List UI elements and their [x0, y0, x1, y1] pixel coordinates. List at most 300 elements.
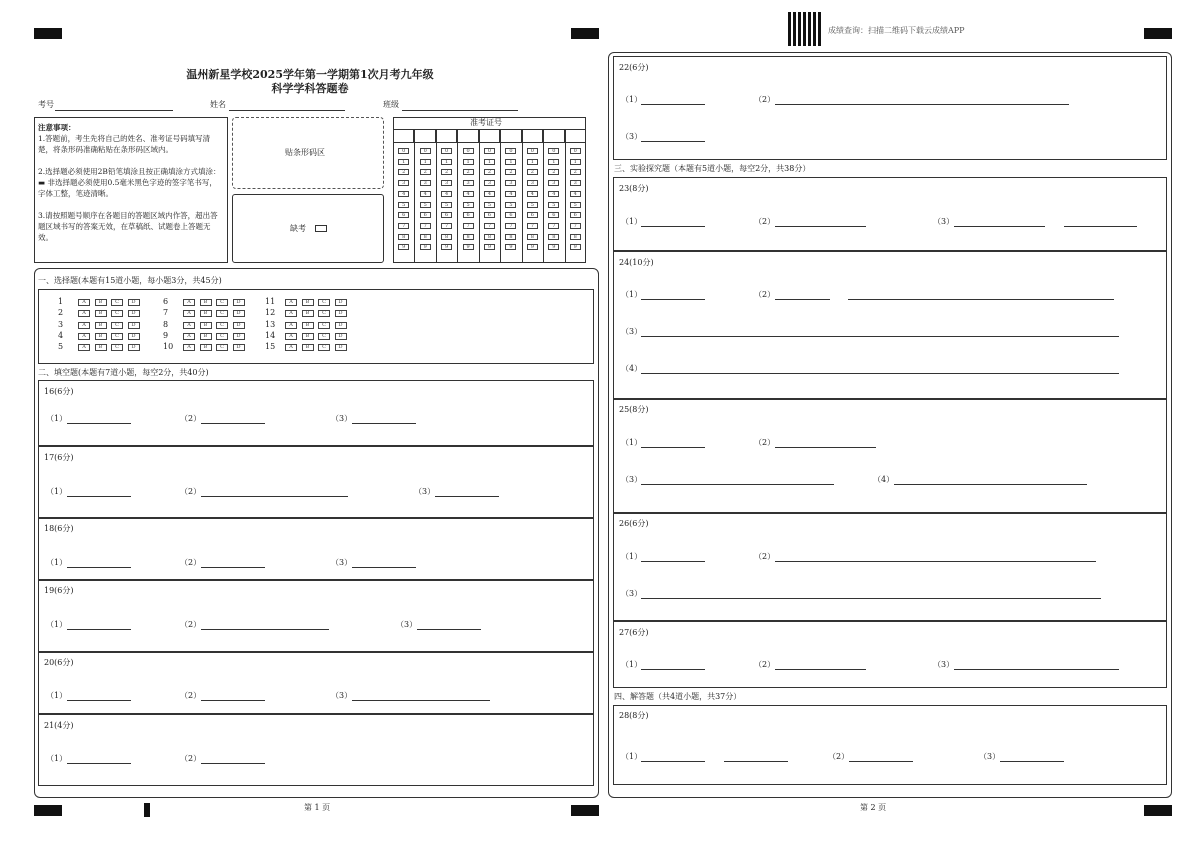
admission-column-divider: [565, 143, 566, 263]
admission-digit-bubble[interactable]: 3: [505, 180, 516, 186]
admission-digit-bubble[interactable]: 2: [570, 169, 581, 175]
mc-question-number: 15: [265, 342, 276, 352]
blank-label: （2）: [754, 438, 776, 447]
admission-digit-bubble[interactable]: 6: [548, 212, 559, 218]
mc-option-bubble[interactable]: A: [183, 299, 195, 306]
registration-mark: [34, 805, 62, 816]
absent-checkbox[interactable]: [315, 225, 327, 232]
admission-digit-bubble[interactable]: 2: [527, 169, 538, 175]
mc-option-bubble[interactable]: D: [233, 344, 245, 351]
mc-question-number: 6: [163, 297, 169, 306]
mc-question-number: 11: [265, 297, 276, 306]
blank-label: （3）: [979, 752, 1001, 761]
mc-option-bubble[interactable]: B: [200, 299, 212, 306]
admission-digit-bubble[interactable]: 1: [505, 159, 516, 165]
q17-label: 17(6分): [44, 453, 74, 462]
q19-blank-3[interactable]: [417, 629, 481, 630]
blank-label: （2）: [754, 290, 776, 299]
admission-digit-bubble[interactable]: 4: [484, 191, 495, 197]
admission-digit-bubble[interactable]: 4: [398, 191, 409, 197]
blank-label: （1）: [621, 290, 643, 299]
admission-digit-bubble[interactable]: 2: [548, 169, 559, 175]
q27-blank-1[interactable]: [641, 669, 705, 670]
mc-option-bubble[interactable]: B: [302, 310, 314, 317]
admission-digit-bubble[interactable]: 4: [463, 191, 474, 197]
admission-digit-bubble[interactable]: 8: [484, 234, 495, 240]
mc-option-bubble[interactable]: B: [200, 344, 212, 351]
admission-digit-bubble[interactable]: 0: [441, 148, 452, 154]
admission-digit-bubble[interactable]: 4: [548, 191, 559, 197]
blank-label: （3）: [331, 558, 353, 567]
admission-digit-bubble[interactable]: 4: [441, 191, 452, 197]
mc-option-bubble[interactable]: A: [285, 344, 297, 351]
q19-blank-1[interactable]: [67, 629, 131, 630]
admission-digit-bubble[interactable]: 4: [527, 191, 538, 197]
q25-box: [613, 399, 1167, 513]
mc-question-number: 7: [163, 308, 169, 318]
class-field[interactable]: [402, 110, 518, 111]
blank-label: （1）: [46, 691, 68, 700]
admission-digit-bubble[interactable]: 9: [570, 244, 581, 250]
q24-box: [613, 251, 1167, 399]
mc-question-number: 12: [265, 308, 276, 318]
q25-label: 25(8分): [619, 405, 649, 414]
blank-label: （2）: [180, 558, 202, 567]
registration-mark: [144, 803, 150, 817]
admission-digit-input[interactable]: [414, 129, 435, 143]
mc-option-bubble[interactable]: B: [95, 299, 107, 306]
blank-label: （1）: [621, 438, 643, 447]
mc-option-bubble[interactable]: B: [95, 322, 107, 329]
blank-label: （3）: [621, 475, 643, 484]
q16-label: 16(6分): [44, 387, 74, 396]
admission-digit-bubble[interactable]: 8: [570, 234, 581, 240]
q20-blank-2[interactable]: [201, 700, 265, 701]
mc-option-bubble[interactable]: C: [216, 333, 228, 340]
admission-digit-bubble[interactable]: 0: [484, 148, 495, 154]
admission-digit-bubble[interactable]: 9: [420, 244, 431, 250]
q22-box: [613, 56, 1167, 160]
blank-label: （1）: [46, 487, 68, 496]
admission-digit-bubble[interactable]: 6: [527, 212, 538, 218]
section1-title: 一、选择题(本题有15道小题，每小题3分，共45分): [38, 276, 222, 285]
mc-option-bubble[interactable]: C: [216, 322, 228, 329]
mc-question-number: 4: [58, 330, 64, 340]
admission-digit-bubble[interactable]: 7: [420, 223, 431, 229]
admission-digit-bubble[interactable]: 2: [484, 169, 495, 175]
mc-option-bubble[interactable]: A: [285, 333, 297, 340]
admission-digit-input[interactable]: [479, 129, 500, 143]
admission-digit-input[interactable]: [565, 129, 586, 143]
admission-column-divider: [500, 143, 501, 263]
blank-label: （3）: [621, 589, 643, 598]
q22-blank-1[interactable]: [641, 104, 705, 105]
q25-blank-2[interactable]: [775, 447, 876, 448]
admission-digit-bubble[interactable]: 6: [484, 212, 495, 218]
absent-label: 缺考: [290, 224, 306, 233]
mc-option-bubble[interactable]: C: [111, 299, 123, 306]
q19-blank-2[interactable]: [201, 629, 329, 630]
q18-label: 18(6分): [44, 524, 74, 533]
admission-digit-input[interactable]: [393, 129, 414, 143]
mc-option-bubble[interactable]: A: [285, 299, 297, 306]
admission-digit-bubble[interactable]: 6: [505, 212, 516, 218]
admission-digit-bubble[interactable]: 3: [420, 180, 431, 186]
q27-blank-3[interactable]: [954, 669, 1119, 670]
admission-column-divider: [414, 143, 415, 263]
mc-option-bubble[interactable]: A: [78, 333, 90, 340]
q28-label: 28(8分): [619, 711, 649, 720]
admission-digit-input[interactable]: [436, 129, 457, 143]
q23-blank-2[interactable]: [775, 226, 866, 227]
mc-option-bubble[interactable]: D: [233, 299, 245, 306]
blank-label: （1）: [46, 620, 68, 629]
mc-question-number: 10: [163, 342, 174, 352]
blank-label: （3）: [621, 132, 643, 141]
admission-digit-bubble[interactable]: 5: [420, 202, 431, 208]
q28-box: [613, 705, 1167, 785]
admission-digit-bubble[interactable]: 3: [463, 180, 474, 186]
admission-digit-bubble[interactable]: 1: [398, 159, 409, 165]
q20-box: [38, 652, 594, 714]
mc-option-bubble[interactable]: D: [335, 322, 347, 329]
q26-blank-3[interactable]: [641, 598, 1101, 599]
q27-blank-2[interactable]: [775, 669, 866, 670]
mc-option-bubble[interactable]: B: [200, 322, 212, 329]
section3-title: 三、实验探究题（本题有5道小题，每空2分，共38分）: [614, 164, 811, 173]
page-title-line2: 科学学科答题卷: [271, 82, 349, 95]
blank-label: （2）: [180, 487, 202, 496]
q25-blank-3[interactable]: [641, 484, 834, 485]
mc-option-bubble[interactable]: B: [200, 333, 212, 340]
q28-blank-2[interactable]: [849, 761, 913, 762]
mc-option-bubble[interactable]: D: [335, 333, 347, 340]
mc-option-bubble[interactable]: C: [318, 322, 330, 329]
q20-blank-1[interactable]: [67, 700, 131, 701]
mc-option-bubble[interactable]: A: [78, 322, 90, 329]
admission-digit-bubble[interactable]: 9: [505, 244, 516, 250]
blank-label: （1）: [621, 752, 643, 761]
blank-label: （1）: [46, 558, 68, 567]
mc-option-bubble[interactable]: C: [318, 333, 330, 340]
admission-digit-bubble[interactable]: 2: [441, 169, 452, 175]
blank-label: （1）: [621, 217, 643, 226]
admission-digit-bubble[interactable]: 8: [463, 234, 474, 240]
mc-option-bubble[interactable]: B: [95, 310, 107, 317]
mc-option-bubble[interactable]: B: [302, 322, 314, 329]
mc-option-bubble[interactable]: D: [233, 333, 245, 340]
mc-option-bubble[interactable]: B: [302, 333, 314, 340]
q28-blank-3[interactable]: [1000, 761, 1064, 762]
mc-option-bubble[interactable]: A: [285, 322, 297, 329]
qr-caption: 成绩查询：扫描二维码下载云成绩APP: [828, 26, 965, 35]
mc-option-bubble[interactable]: D: [335, 310, 347, 317]
admission-digit-bubble[interactable]: 1: [548, 159, 559, 165]
page-number-2: 第 2 页: [860, 803, 887, 812]
admission-digit-input[interactable]: [543, 129, 564, 143]
admission-digit-bubble[interactable]: 6: [398, 212, 409, 218]
q24-blank-1[interactable]: [641, 299, 705, 300]
blank-label: （2）: [754, 217, 776, 226]
admission-digit-bubble[interactable]: 7: [441, 223, 452, 229]
blank-label: （3）: [933, 217, 955, 226]
mc-option-bubble[interactable]: C: [318, 344, 330, 351]
mc-option-bubble[interactable]: C: [318, 299, 330, 306]
admission-digit-bubble[interactable]: 7: [484, 223, 495, 229]
admission-digit-bubble[interactable]: 4: [505, 191, 516, 197]
admission-digit-bubble[interactable]: 5: [548, 202, 559, 208]
q26-box: [613, 513, 1167, 621]
admission-digit-bubble[interactable]: 2: [398, 169, 409, 175]
admission-digit-bubble[interactable]: 3: [398, 180, 409, 186]
q21-label: 21(4分): [44, 721, 74, 730]
admission-digit-bubble[interactable]: 5: [570, 202, 581, 208]
admission-digit-bubble[interactable]: 7: [548, 223, 559, 229]
admission-digit-input[interactable]: [522, 129, 543, 143]
blank-label: （3）: [414, 487, 436, 496]
admission-digit-bubble[interactable]: 9: [441, 244, 452, 250]
exam-no-label: 考号: [38, 100, 54, 109]
admission-digit-bubble[interactable]: 4: [570, 191, 581, 197]
q16-blank-1[interactable]: [67, 423, 131, 424]
exam-no-field[interactable]: [55, 110, 173, 111]
admission-digit-bubble[interactable]: 5: [505, 202, 516, 208]
admission-column-divider: [479, 143, 480, 263]
mc-option-bubble[interactable]: A: [285, 310, 297, 317]
admission-digit-bubble[interactable]: 8: [548, 234, 559, 240]
mc-option-bubble[interactable]: C: [111, 333, 123, 340]
admission-digit-bubble[interactable]: 1: [441, 159, 452, 165]
mc-option-bubble[interactable]: C: [216, 310, 228, 317]
mc-option-bubble[interactable]: A: [78, 310, 90, 317]
admission-digit-bubble[interactable]: 9: [527, 244, 538, 250]
blank-label: （2）: [180, 414, 202, 423]
mc-option-bubble[interactable]: D: [335, 299, 347, 306]
q17-box: [38, 446, 594, 518]
q17-blank-1[interactable]: [67, 496, 131, 497]
section2-title: 二、填空题(本题有7道小题，每空2分，共40分): [38, 368, 209, 377]
admission-digit-bubble[interactable]: 3: [570, 180, 581, 186]
mc-option-bubble[interactable]: B: [200, 310, 212, 317]
q26-blank-2[interactable]: [775, 561, 1096, 562]
mc-option-bubble[interactable]: A: [78, 299, 90, 306]
admission-column-divider: [522, 143, 523, 263]
q17-blank-2[interactable]: [201, 496, 348, 497]
admission-digit-bubble[interactable]: 8: [398, 234, 409, 240]
admission-digit-bubble[interactable]: 5: [441, 202, 452, 208]
admission-digit-bubble[interactable]: 9: [398, 244, 409, 250]
admission-digit-bubble[interactable]: 7: [527, 223, 538, 229]
q16-box: [38, 380, 594, 446]
mc-option-bubble[interactable]: D: [233, 322, 245, 329]
q18-blank-3[interactable]: [352, 567, 416, 568]
admission-digit-bubble[interactable]: 2: [420, 169, 431, 175]
admission-digit-bubble[interactable]: 8: [505, 234, 516, 240]
q27-box: [613, 621, 1167, 688]
q23-label: 23(8分): [619, 184, 649, 193]
admission-column-divider: [543, 143, 544, 263]
admission-digit-bubble[interactable]: 5: [398, 202, 409, 208]
admission-digit-bubble[interactable]: 0: [463, 148, 474, 154]
q23-blank-4[interactable]: [1064, 226, 1137, 227]
registration-mark: [571, 28, 599, 39]
name-field[interactable]: [229, 110, 345, 111]
mc-option-bubble[interactable]: D: [335, 344, 347, 351]
admission-digit-bubble[interactable]: 9: [484, 244, 495, 250]
q25-blank-4[interactable]: [894, 484, 1087, 485]
admission-digit-bubble[interactable]: 5: [527, 202, 538, 208]
admission-digit-bubble[interactable]: 5: [484, 202, 495, 208]
mc-option-bubble[interactable]: D: [128, 310, 140, 317]
admission-digit-bubble[interactable]: 1: [420, 159, 431, 165]
admission-digit-bubble[interactable]: 1: [570, 159, 581, 165]
q22-blank-2[interactable]: [775, 104, 1069, 105]
admission-digit-input[interactable]: [457, 129, 478, 143]
mc-question-number: 1: [58, 297, 64, 306]
admission-digit-bubble[interactable]: 7: [505, 223, 516, 229]
q24-blank-4[interactable]: [641, 373, 1119, 374]
q18-blank-2[interactable]: [201, 567, 265, 568]
mc-option-bubble[interactable]: D: [128, 299, 140, 306]
mc-question-number: 5: [58, 342, 64, 352]
mc-option-bubble[interactable]: B: [302, 344, 314, 351]
admission-digit-bubble[interactable]: 6: [463, 212, 474, 218]
admission-digit-bubble[interactable]: 6: [570, 212, 581, 218]
admission-column-divider: [436, 143, 437, 263]
admission-digit-bubble[interactable]: 3: [484, 180, 495, 186]
q27-label: 27(6分): [619, 628, 649, 637]
admission-digit-bubble[interactable]: 1: [484, 159, 495, 165]
blank-label: （3）: [331, 414, 353, 423]
mc-option-bubble[interactable]: B: [302, 299, 314, 306]
blank-label: （3）: [933, 660, 955, 669]
admission-digit-bubble[interactable]: 0: [420, 148, 431, 154]
blank-label: （4）: [873, 475, 895, 484]
admission-digit-bubble[interactable]: 3: [441, 180, 452, 186]
blank-label: （2）: [754, 95, 776, 104]
admission-digit-bubble[interactable]: 8: [527, 234, 538, 240]
admission-digit-bubble[interactable]: 8: [441, 234, 452, 240]
notes-item-1: 1.答题前，考生先将自己的姓名、准考证号码填写清楚，将条形码准确粘贴在条形码区域内。: [38, 134, 211, 154]
q21-box: [38, 714, 594, 786]
q16-blank-3[interactable]: [352, 423, 416, 424]
blank-label: （1）: [621, 552, 643, 561]
q22-blank-3[interactable]: [641, 141, 705, 142]
admission-digit-bubble[interactable]: 7: [570, 223, 581, 229]
mc-option-bubble[interactable]: B: [95, 344, 107, 351]
mc-option-bubble[interactable]: C: [111, 322, 123, 329]
q24-blank-2[interactable]: [775, 299, 830, 300]
mc-option-bubble[interactable]: C: [111, 310, 123, 317]
mc-option-bubble[interactable]: C: [216, 344, 228, 351]
notes-item-3: 3.请按照题号顺序在各题目的答题区域内作答，超出答题区域书写的答案无效，在草稿纸、试题卷上答题无效。: [38, 211, 218, 242]
admission-digit-bubble[interactable]: 1: [527, 159, 538, 165]
q22-label: 22(6分): [619, 63, 649, 72]
class-label: 班级: [383, 100, 399, 109]
blank-label: （1）: [621, 660, 643, 669]
admission-digit-bubble[interactable]: 0: [505, 148, 516, 154]
registration-mark: [1144, 28, 1172, 39]
admission-digit-bubble[interactable]: 3: [527, 180, 538, 186]
admission-digit-bubble[interactable]: 0: [398, 148, 409, 154]
admission-digit-bubble[interactable]: 3: [548, 180, 559, 186]
blank-label: （3）: [331, 691, 353, 700]
q24-label: 24(10分): [619, 258, 654, 267]
q23-blank-3[interactable]: [954, 226, 1045, 227]
mc-option-bubble[interactable]: C: [216, 299, 228, 306]
mc-option-bubble[interactable]: D: [128, 333, 140, 340]
q28-blank-1b[interactable]: [724, 761, 788, 762]
q16-blank-2[interactable]: [201, 423, 265, 424]
admission-digit-bubble[interactable]: 2: [505, 169, 516, 175]
q23-box: [613, 177, 1167, 251]
mc-option-bubble[interactable]: C: [111, 344, 123, 351]
mc-option-bubble[interactable]: A: [78, 344, 90, 351]
admission-digit-input[interactable]: [500, 129, 521, 143]
mc-option-bubble[interactable]: C: [318, 310, 330, 317]
mc-option-bubble[interactable]: A: [183, 310, 195, 317]
blank-label: （1）: [621, 95, 643, 104]
admission-digit-bubble[interactable]: 2: [463, 169, 474, 175]
admission-digit-bubble[interactable]: 6: [420, 212, 431, 218]
mc-option-bubble[interactable]: D: [128, 322, 140, 329]
q20-blank-3[interactable]: [352, 700, 490, 701]
q24-blank-2b[interactable]: [848, 299, 1114, 300]
q17-blank-3[interactable]: [435, 496, 499, 497]
q25-blank-1[interactable]: [641, 447, 705, 448]
q19-label: 19(6分): [44, 586, 74, 595]
q18-blank-1[interactable]: [67, 567, 131, 568]
admission-digit-bubble[interactable]: 7: [463, 223, 474, 229]
q23-blank-1[interactable]: [641, 226, 705, 227]
admission-digit-bubble[interactable]: 0: [570, 148, 581, 154]
blank-label: （1）: [46, 414, 68, 423]
registration-mark: [571, 805, 599, 816]
admission-title: 准考证号: [470, 118, 502, 127]
q26-blank-1[interactable]: [641, 561, 705, 562]
admission-digit-bubble[interactable]: 0: [548, 148, 559, 154]
admission-digit-bubble[interactable]: 7: [398, 223, 409, 229]
admission-digit-bubble[interactable]: 0: [527, 148, 538, 154]
admission-digit-bubble[interactable]: 9: [548, 244, 559, 250]
q19-box: [38, 580, 594, 652]
admission-digit-bubble[interactable]: 1: [463, 159, 474, 165]
barcode-area-label: 贴条形码区: [285, 148, 325, 157]
mc-option-bubble[interactable]: D: [233, 310, 245, 317]
registration-mark: [34, 28, 62, 39]
mc-option-bubble[interactable]: D: [128, 344, 140, 351]
mc-option-bubble[interactable]: A: [183, 322, 195, 329]
q21-blank-1[interactable]: [67, 763, 131, 764]
q28-blank-1[interactable]: [641, 761, 705, 762]
q20-label: 20(6分): [44, 658, 74, 667]
blank-label: （3）: [396, 620, 418, 629]
mc-option-bubble[interactable]: B: [95, 333, 107, 340]
mc-option-bubble[interactable]: A: [183, 344, 195, 351]
blank-label: （2）: [754, 660, 776, 669]
admission-digit-bubble[interactable]: 4: [420, 191, 431, 197]
admission-digit-bubble[interactable]: 6: [441, 212, 452, 218]
admission-column-divider: [457, 143, 458, 263]
admission-digit-bubble[interactable]: 8: [420, 234, 431, 240]
page-number-1: 第 1 页: [304, 803, 331, 812]
admission-digit-bubble[interactable]: 9: [463, 244, 474, 250]
admission-digit-bubble[interactable]: 5: [463, 202, 474, 208]
q24-blank-3[interactable]: [641, 336, 1119, 337]
mc-option-bubble[interactable]: A: [183, 333, 195, 340]
q21-blank-2[interactable]: [201, 763, 265, 764]
mc-question-number: 3: [58, 319, 64, 329]
